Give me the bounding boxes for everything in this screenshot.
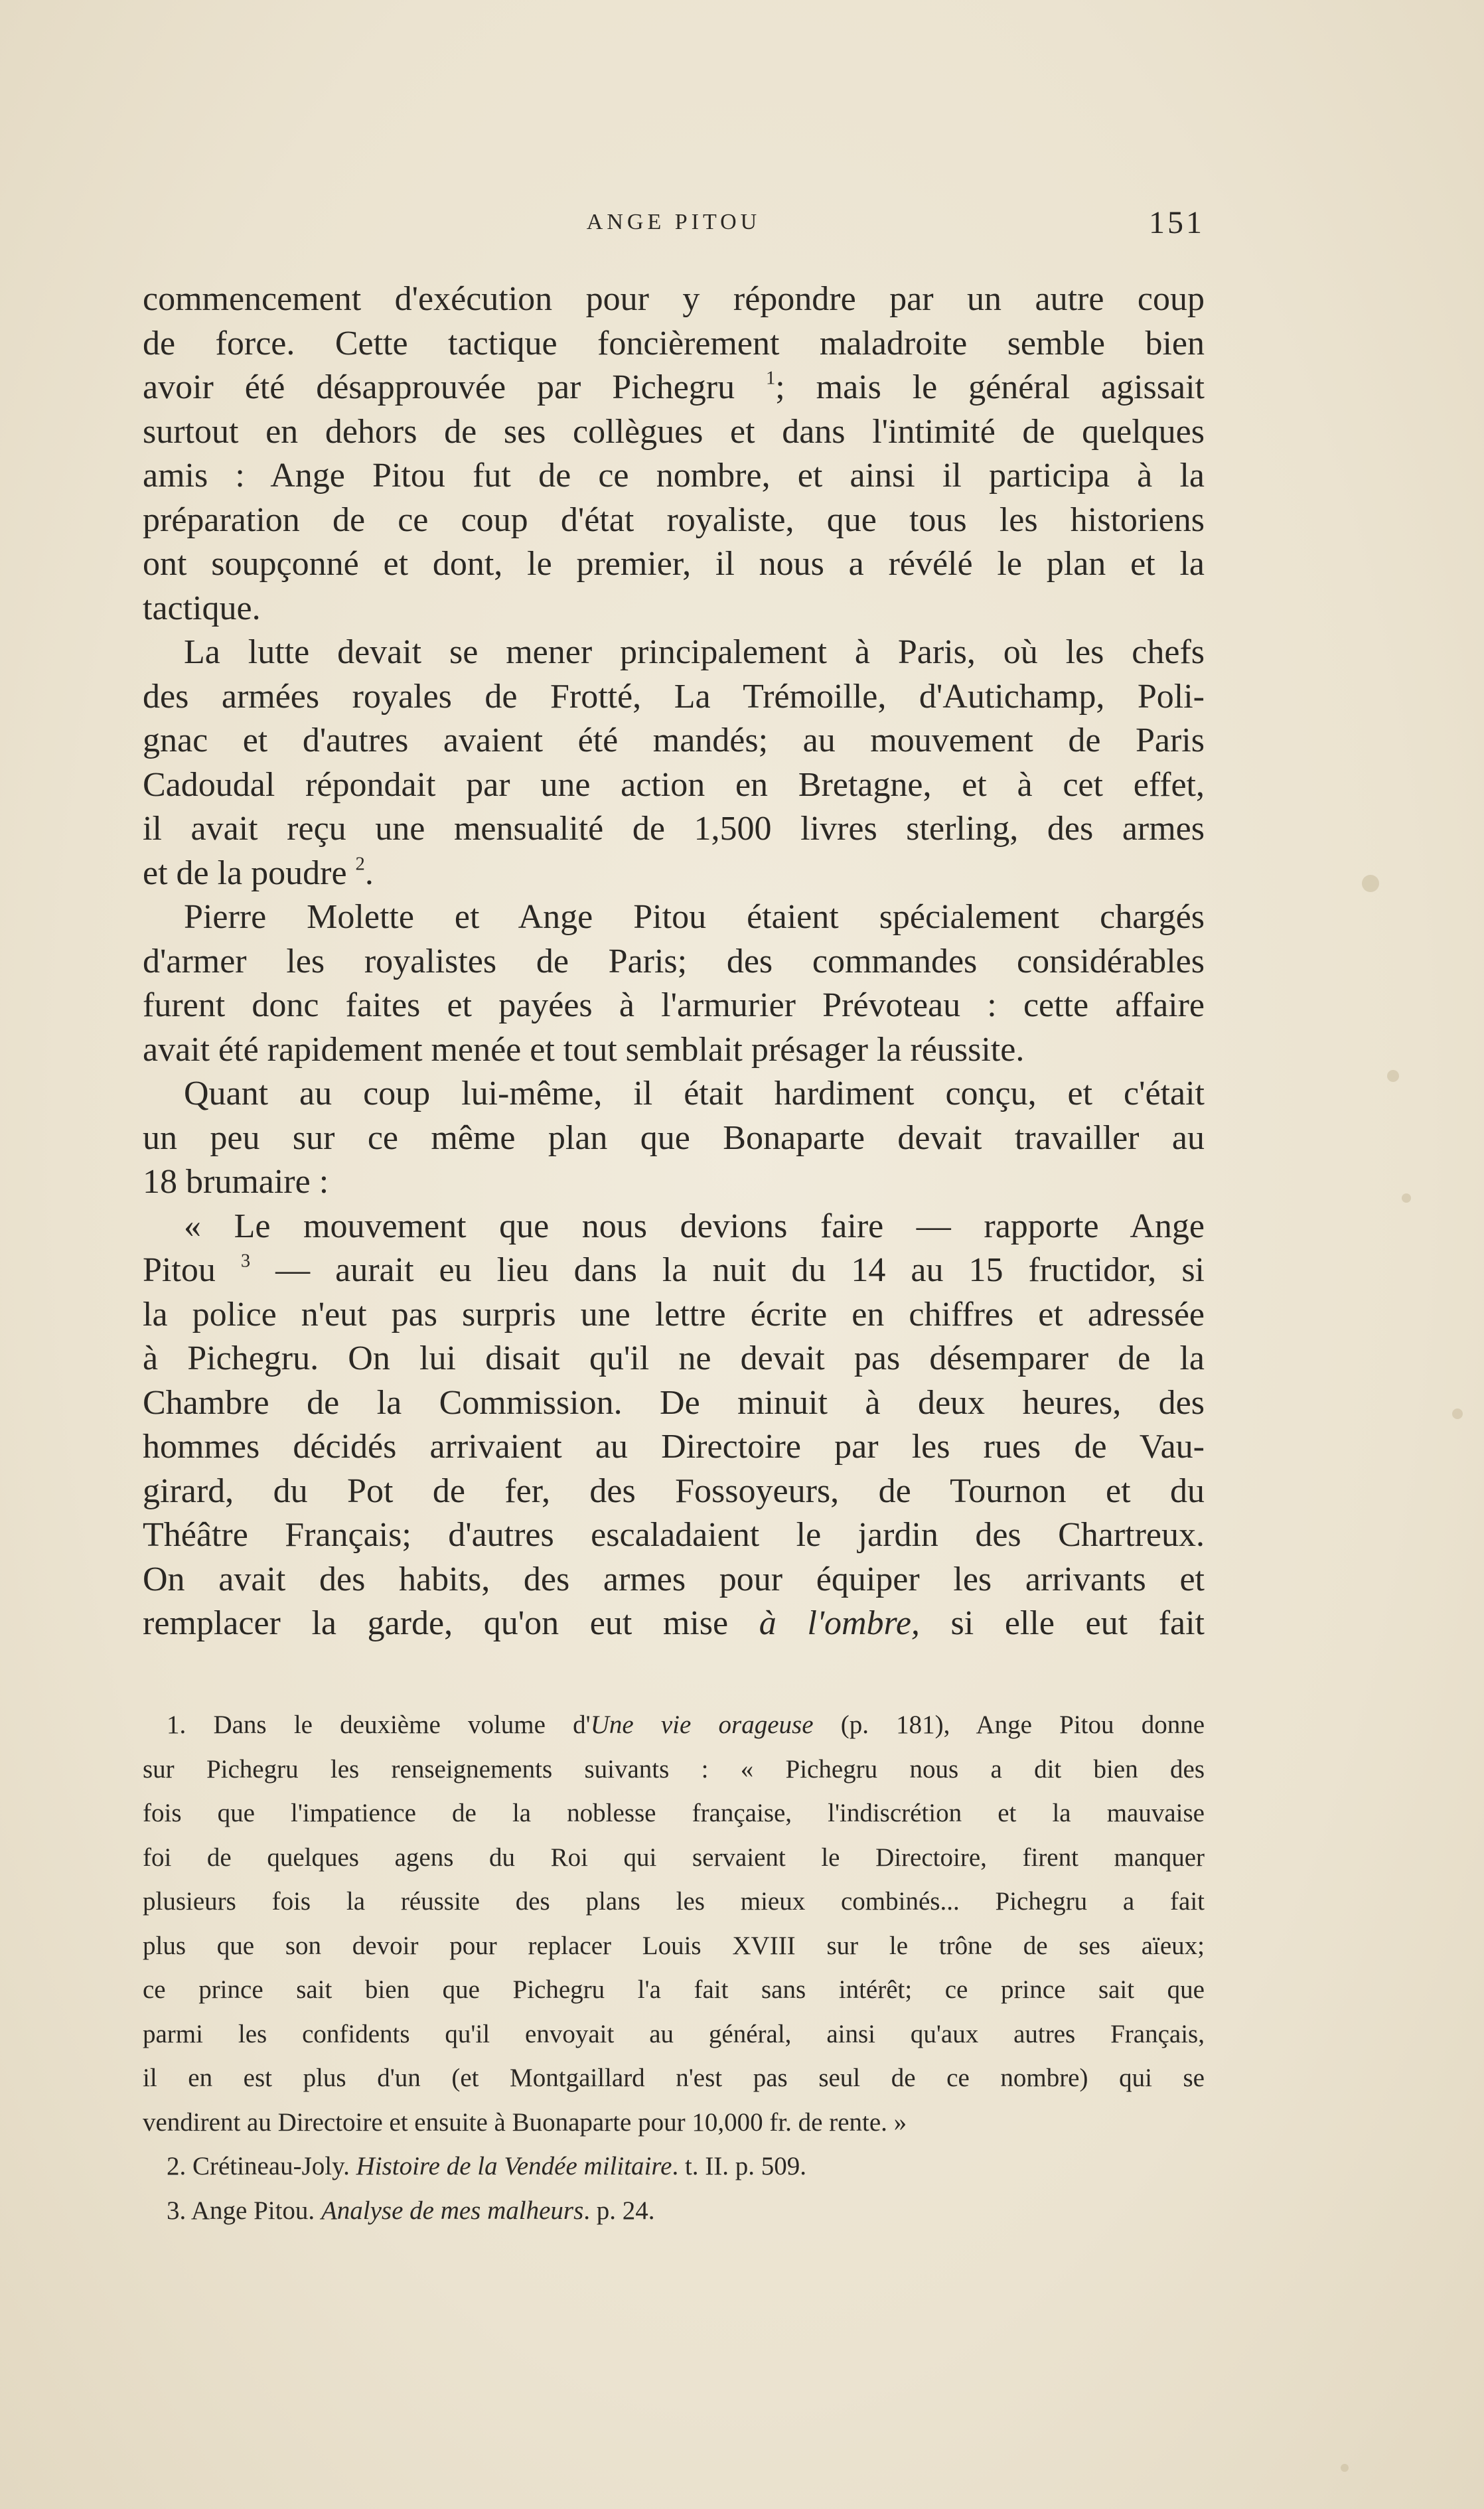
text-line: hommes décidés arrivaient au Directoire par les rues de Vau-	[143, 1428, 1205, 1466]
text-line: Chambre de la Commission. De minuit à deux heures, des	[143, 1383, 1205, 1422]
text-line: préparation de ce coup d'état royaliste, que tous les historiens	[143, 500, 1205, 539]
text-line: commencement d'exécution pour y répondre par un autre coup	[143, 280, 1205, 318]
text-line: gnac et d'autres avaient été mandés; au mouvement de Paris	[143, 722, 1205, 759]
text-line: d'armer les royalistes de Paris; des commandes considérables	[143, 942, 1205, 980]
footnote-3: 3. Ange Pitou. Analyse de mes malheurs. p. 24.	[167, 2196, 655, 2225]
footnote-line: ce prince sait bien que Pichegru l'a fait sans intérêt; ce prince sait que	[143, 1975, 1205, 2004]
footnote-line: plusieurs fois la réussite des plans les mieux combinés... Pichegru a fait	[143, 1887, 1205, 1916]
footnote-line: il en est plus d'un (et Montgaillard n'est pas seul de ce nombre) qui se	[143, 2064, 1205, 2092]
text-line: remplacer la garde, qu'on eut mise à l'ombre, si elle eut fait	[143, 1604, 1205, 1642]
foxing-spot	[1341, 2464, 1349, 2472]
page-number: 151	[1149, 205, 1205, 240]
footnote-line: foi de quelques agens du Roi qui servaient le Directoire, firent manquer	[143, 1843, 1205, 1872]
foxing-spot	[1452, 1408, 1463, 1419]
text-line: Pitou $^3$ — aurait eu lieu dans la nuit du 14 au 15 fructidor, si	[143, 1251, 1205, 1289]
running-title: ANGE PITOU	[586, 210, 761, 234]
text-line: Cadoudal répondait par une action en Bretagne, et à cet effet,	[143, 765, 1205, 804]
book-title: Histoire de la Vendée militaire	[356, 2152, 672, 2180]
footnote-1: 1. Dans le deuxième volume d'Une vie orageuse (p. 181), Ange Pitou donne	[167, 1711, 1205, 1739]
text-line: amis : Ange Pitou fut de ce nombre, et ainsi il participa à la	[143, 457, 1205, 494]
foxing-spot	[1387, 1070, 1399, 1082]
text-line: furent donc faites et payées à l'armurier Prévoteau : cette affaire	[143, 986, 1205, 1024]
footnote-ref-2[interactable]: 2	[355, 854, 365, 875]
text-line: des armées royales de Frotté, La Trémoille, d'Autichamp, Poli-	[143, 677, 1205, 716]
footnote-line: sur Pichegru les renseignements suivants : « Pichegru nous a dit bien des	[143, 1754, 1205, 1784]
text-line: un peu sur ce même plan que Bonaparte devait travailler au	[143, 1118, 1205, 1157]
footnote-ref-1[interactable]: 1	[766, 368, 776, 389]
text-line: girard, du Pot de fer, des Fossoyeurs, de Tournon et du	[143, 1472, 1205, 1510]
emphasis: à l'ombre,	[759, 1604, 920, 1642]
text-line: ont soupçonné et dont, le premier, il nous a révélé le plan et la	[143, 545, 1205, 583]
footnotes	[143, 1707, 1205, 2237]
text-line: et de la poudre $^2$.	[143, 854, 374, 892]
text-line: avait été rapidement menée et tout semblait présager la réussite.	[143, 1030, 1025, 1069]
book-title: Une vie orageuse	[590, 1711, 814, 1739]
text-line: surtout en dehors de ses collègues et dans l'intimité de quelques	[143, 412, 1205, 451]
footnote-line: vendirent au Directoire et ensuite à Buonaparte pour 10,000 fr. de rente. »	[143, 2107, 907, 2137]
text-line: La lutte devait se mener principalement à Paris, où les chefs	[184, 633, 1205, 671]
text-line: Pierre Molette et Ange Pitou étaient spécialement chargés	[184, 898, 1205, 936]
text-line: 18 brumaire :	[143, 1163, 329, 1201]
foxing-spot	[1362, 875, 1379, 892]
text-line: On avait des habits, des armes pour équiper les arrivants et	[143, 1560, 1205, 1598]
text-line: à Pichegru. On lui disait qu'il ne devait pas désemparer de la	[143, 1339, 1205, 1377]
text-line: Théâtre Français; d'autres escaladaient le jardin des Chartreux.	[143, 1516, 1205, 1554]
book-title: Analyse de mes malheurs	[321, 2196, 584, 2225]
footnote-ref-3[interactable]: 3	[240, 1251, 251, 1272]
text-line: Quant au coup lui-même, il était hardiment conçu, et c'était	[184, 1075, 1205, 1112]
text-line: de force. Cette tactique foncièrement maladroite semble bien	[143, 324, 1205, 362]
text-line: avoir été désapprouvée par Pichegru $^1$; mais le général agissait	[143, 368, 1205, 406]
footnote-2: 2. Crétineau-Joly. Histoire de la Vendée militaire. t. II. p. 509.	[167, 2152, 806, 2180]
text-line: il avait reçu une mensualité de 1,500 livres sterling, des armes	[143, 810, 1205, 848]
footnote-line: parmi les confidents qu'il envoyait au général, ainsi qu'aux autres Français,	[143, 2019, 1205, 2048]
body-text	[143, 277, 1205, 1646]
footnote-line: plus que son devoir pour replacer Louis XVIII sur le trône de ses aïeux;	[143, 1931, 1205, 1960]
page-header	[143, 204, 1205, 251]
foxing-spot	[1402, 1193, 1411, 1203]
footnote-line: fois que l'impatience de la noblesse française, l'indiscrétion et la mauvaise	[143, 1799, 1205, 1827]
text-line: la police n'eut pas surpris une lettre écrite en chiffres et adressée	[143, 1295, 1205, 1333]
text-line: tactique.	[143, 589, 261, 627]
text-line: « Le mouvement que nous devions faire — rapporte Ange	[184, 1207, 1205, 1245]
